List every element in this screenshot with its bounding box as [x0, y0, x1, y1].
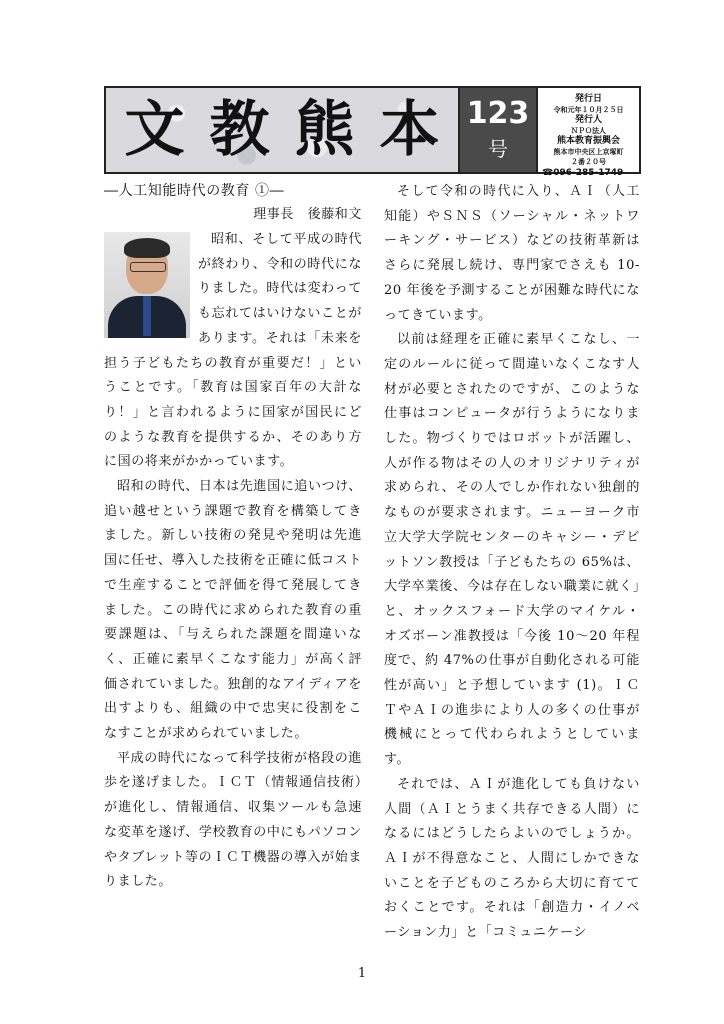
masthead [104, 86, 641, 178]
paragraph: 昭和、そして平成の時代が終わり、令和の時代になりました。時代は変わっても忘れてはいけないことがあります。それは「未来を担う子どもたちの教育が重要だ！」ということです。「教育は国家百年の大計なり！」と言われるように国家が国民にどのような教育を提供するか、そのあり方に国の将来がかかっています。 [104, 232, 362, 470]
right-column [384, 180, 640, 946]
publisher-label: 発行人 [574, 115, 602, 125]
article-title: ―人工知能時代の教育 ①― [104, 183, 285, 199]
title-char: 教 [209, 95, 270, 165]
paragraph: 昭和の時代、日本は先進国に追いつけ、追い越せという課題で教育を構築してきました。新しい技術の発見や発明は先進国に任せ、導入した技術を正確に低コストで生産することで評価を得て発展してきました。この時代に求められた教育の重要課題は、「与えられた課題を間違いなく、正確に素早くこなす能力」が高く評価されていました。独創的なアイディアを出すよりも、組織の中で忠実に役割をこなすことが求められていました。 [104, 479, 363, 742]
address-line-1: 熊本市中央区上京塚町 [553, 148, 624, 156]
org-name: 熊本教育振興会 [556, 136, 620, 146]
title-char: 本 [379, 95, 440, 165]
address-line-2: ２番２０号 [571, 158, 606, 166]
issue-box [460, 88, 538, 172]
phone-number: ☎096-285-1749 [542, 168, 624, 178]
masthead-title [106, 88, 460, 172]
paragraph: そして令和の時代に入り、ＡＩ（人工知能）やＳＮＳ（ソーシャル・ネットワーキング・サービス）などの技術革新はさらに発展し続け、専門家でさえも 10-20 年後を予測することが困難な時代になってきています。 [384, 184, 640, 323]
issue-number: 123 [466, 95, 530, 131]
title-char: 熊 [294, 95, 355, 165]
publication-info [538, 88, 639, 178]
left-column [104, 180, 362, 895]
paragraph: それでは、ＡＩが進化しても負けない人間（ＡＩとうまく共存できる人間）になるにはどうしたらよいのでしょうか。ＡＩが不得意なこと、人間にしかできないことを子どものころから大切に育てておくことです。それは「創造力・イノベーション力」と「コミュニケーシ [384, 776, 640, 941]
date-label: 発行日 [574, 94, 602, 104]
issue-unit: 号 [488, 136, 508, 161]
date-value: 令和元年１０月２５日 [553, 106, 624, 114]
author-photo [104, 232, 190, 338]
title-char: 文 [124, 95, 185, 165]
page-number: 1 [357, 966, 367, 981]
org-type: ＮＰＯ法人 [571, 127, 606, 135]
author-line: 理事長 後藤和文 [253, 207, 362, 222]
paragraph: 平成の時代になって科学技術が格段の進歩を遂げました。ＩＣＴ（情報通信技術）が進化し、情報通信、収集ツールも急速な変革を遂げ、学校教育の中にもパソコンやタブレット等のＩＣＴ機器の導入が始まりました。 [104, 750, 362, 890]
paragraph: 以前は経理を正確に素早くこなし、一定のルールに従って間違いなくこなす人材が必要とされたのですが、このような仕事はコンピュータが行うようになりました。物づくりではロボットが活躍し、人が作る物はその人のオリジナリティが求められ、その人でしか作れない独創的なものが要求されます。ニューヨーク市立大学大学院センターのキャシー・デビットソン教授は「子どもたちの 65%は、大学卒業後、今は存在しない職業に就く」と、オックスフォード大学のマイケル・オズボーン准教授は「今後 10～20 年程度で、約 47%の仕事が自動化される可能性が高い」と予想しています (1)。ＩＣＴやＡＩの進歩により人の多くの仕事が機械にとって代わられようとしています。 [384, 332, 640, 768]
